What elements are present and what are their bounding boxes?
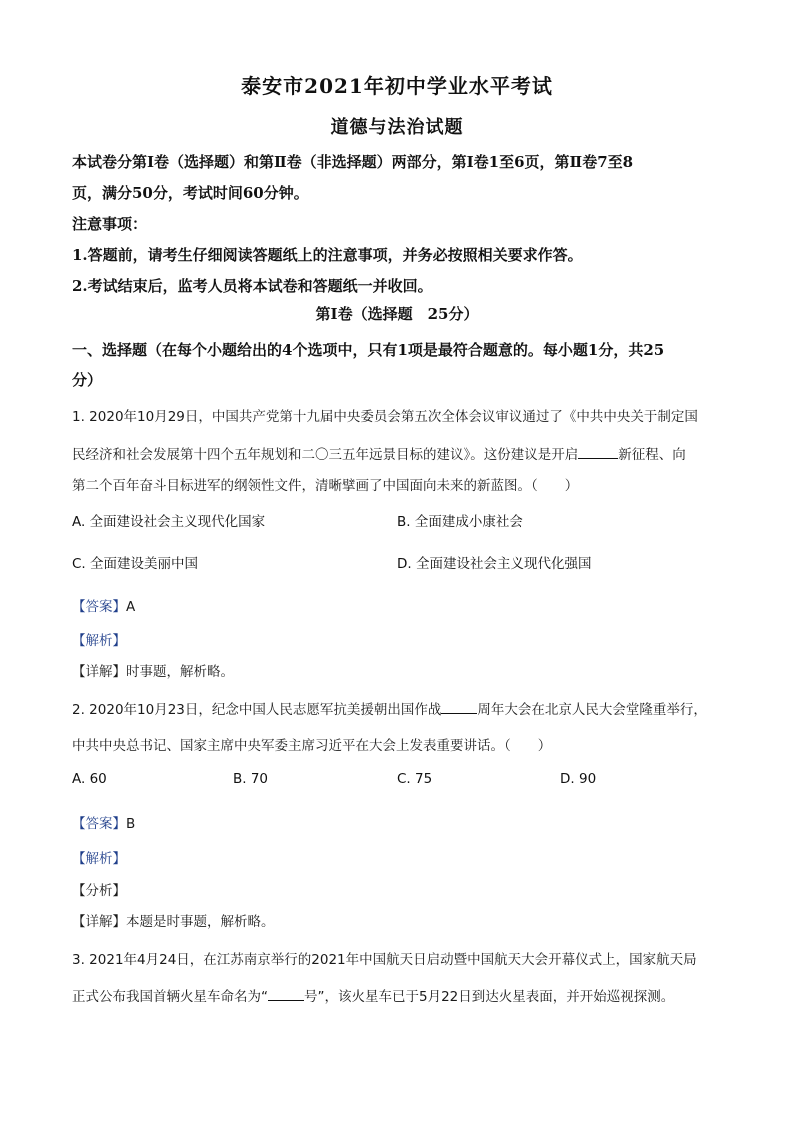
q1-blank <box>578 446 618 459</box>
q1-line-1: 1. 2020年10月29日，中国共产党第十九届中央委员会第五次全体会议审议通过了《中共中央关于制定国 <box>72 409 698 425</box>
q2-answer <box>72 812 135 832</box>
q1-option-a: A. 全面建设社会主义现代化国家 <box>72 514 266 530</box>
q3-line-2-text-a: 正式公布我国首辆火星车命名为“ <box>72 989 268 1005</box>
q2-line-2: 中共中央总书记、国家主席中央军委主席习近平在大会上发表重要讲话。（ ） <box>72 738 552 754</box>
q1-analysis: 【解析】 <box>72 633 126 649</box>
q1-detail <box>72 660 234 680</box>
note-2: 2.考试结束后，监考人员将本试卷和答题纸一并收回。 <box>72 277 433 295</box>
notes-title: 注意事项： <box>72 215 148 233</box>
note-1: 1.答题前，请考生仔细阅读答题纸上的注意事项，并务必按照相关要求作答。 <box>72 246 583 264</box>
q2-detail-tag: 【详解】 <box>72 914 126 930</box>
q3-line-2 <box>72 985 674 1005</box>
q3-blank <box>268 988 304 1001</box>
q3-line-2-text-b: 号”，该火星车已于5月22日到达火星表面，并开始巡视探测。 <box>304 989 675 1005</box>
q1-option-b: B. 全面建成小康社会 <box>397 514 523 530</box>
q1-answer-tag: 【答案】 <box>72 599 126 615</box>
q2-detail <box>72 910 275 930</box>
q2-detail-text: 本题是时事题，解析略。 <box>126 914 275 930</box>
q2-answer-tag: 【答案】 <box>72 816 126 832</box>
q2-option-c: C. 75 <box>397 771 433 787</box>
q1-line-2-text-a: 民经济和社会发展第十四个五年规划和二〇三五年远景目标的建议》。这份建议是开启 <box>72 447 579 463</box>
q1-detail-text: 时事题，解析略。 <box>126 664 234 680</box>
section-heading-line-2: 分） <box>72 371 103 389</box>
q2-line-1-text-a: 2. 2020年10月23日，纪念中国人民志愿军抗美援朝出国作战 <box>72 702 442 718</box>
q2-line-1 <box>72 698 707 718</box>
page-subtitle: 道德与法治试题 <box>330 117 464 138</box>
q2-fenxi: 【分析】 <box>72 883 126 899</box>
q2-option-d: D. 90 <box>560 771 597 787</box>
q1-line-2 <box>72 443 686 463</box>
page-title: 泰安市2021年初中学业水平考试 <box>241 74 553 98</box>
q2-option-a: A. 60 <box>72 771 107 787</box>
section-title: 第Ⅰ卷（选择题 25分） <box>315 305 479 323</box>
q1-line-2-text-b: 新征程、向 <box>618 447 686 463</box>
q2-answer-value: B <box>126 816 136 832</box>
q2-analysis: 【解析】 <box>72 851 126 867</box>
q3-line-1: 3. 2021年4月24日，在江苏南京举行的2021年中国航天日启动暨中国航天大会开幕仪式上，国家航天局 <box>72 952 697 968</box>
section-heading-line-1: 一、选择题（在每个小题给出的4个选项中，只有1项是最符合题意的。每小题1分，共25 <box>72 341 665 359</box>
q2-blank <box>441 701 477 714</box>
intro-line-2: 页，满分50分，考试时间60分钟。 <box>72 184 309 202</box>
q1-option-d: D. 全面建设社会主义现代化强国 <box>397 556 592 572</box>
q1-answer <box>72 595 135 615</box>
q1-option-c: C. 全面建设美丽中国 <box>72 556 199 572</box>
intro-line-1: 本试卷分第Ⅰ卷（选择题）和第Ⅱ卷（非选择题）两部分，第Ⅰ卷1至6页，第Ⅱ卷7至8 <box>72 153 634 171</box>
q2-line-1-text-b: 周年大会在北京人民大会堂隆重举行， <box>477 702 707 718</box>
q2-option-b: B. 70 <box>233 771 269 787</box>
q1-answer-value: A <box>126 599 136 615</box>
q1-line-3: 第二个百年奋斗目标进军的纲领性文件，清晰擘画了中国面向未来的新蓝图。（ ） <box>72 478 579 494</box>
q1-detail-tag: 【详解】 <box>72 664 126 680</box>
